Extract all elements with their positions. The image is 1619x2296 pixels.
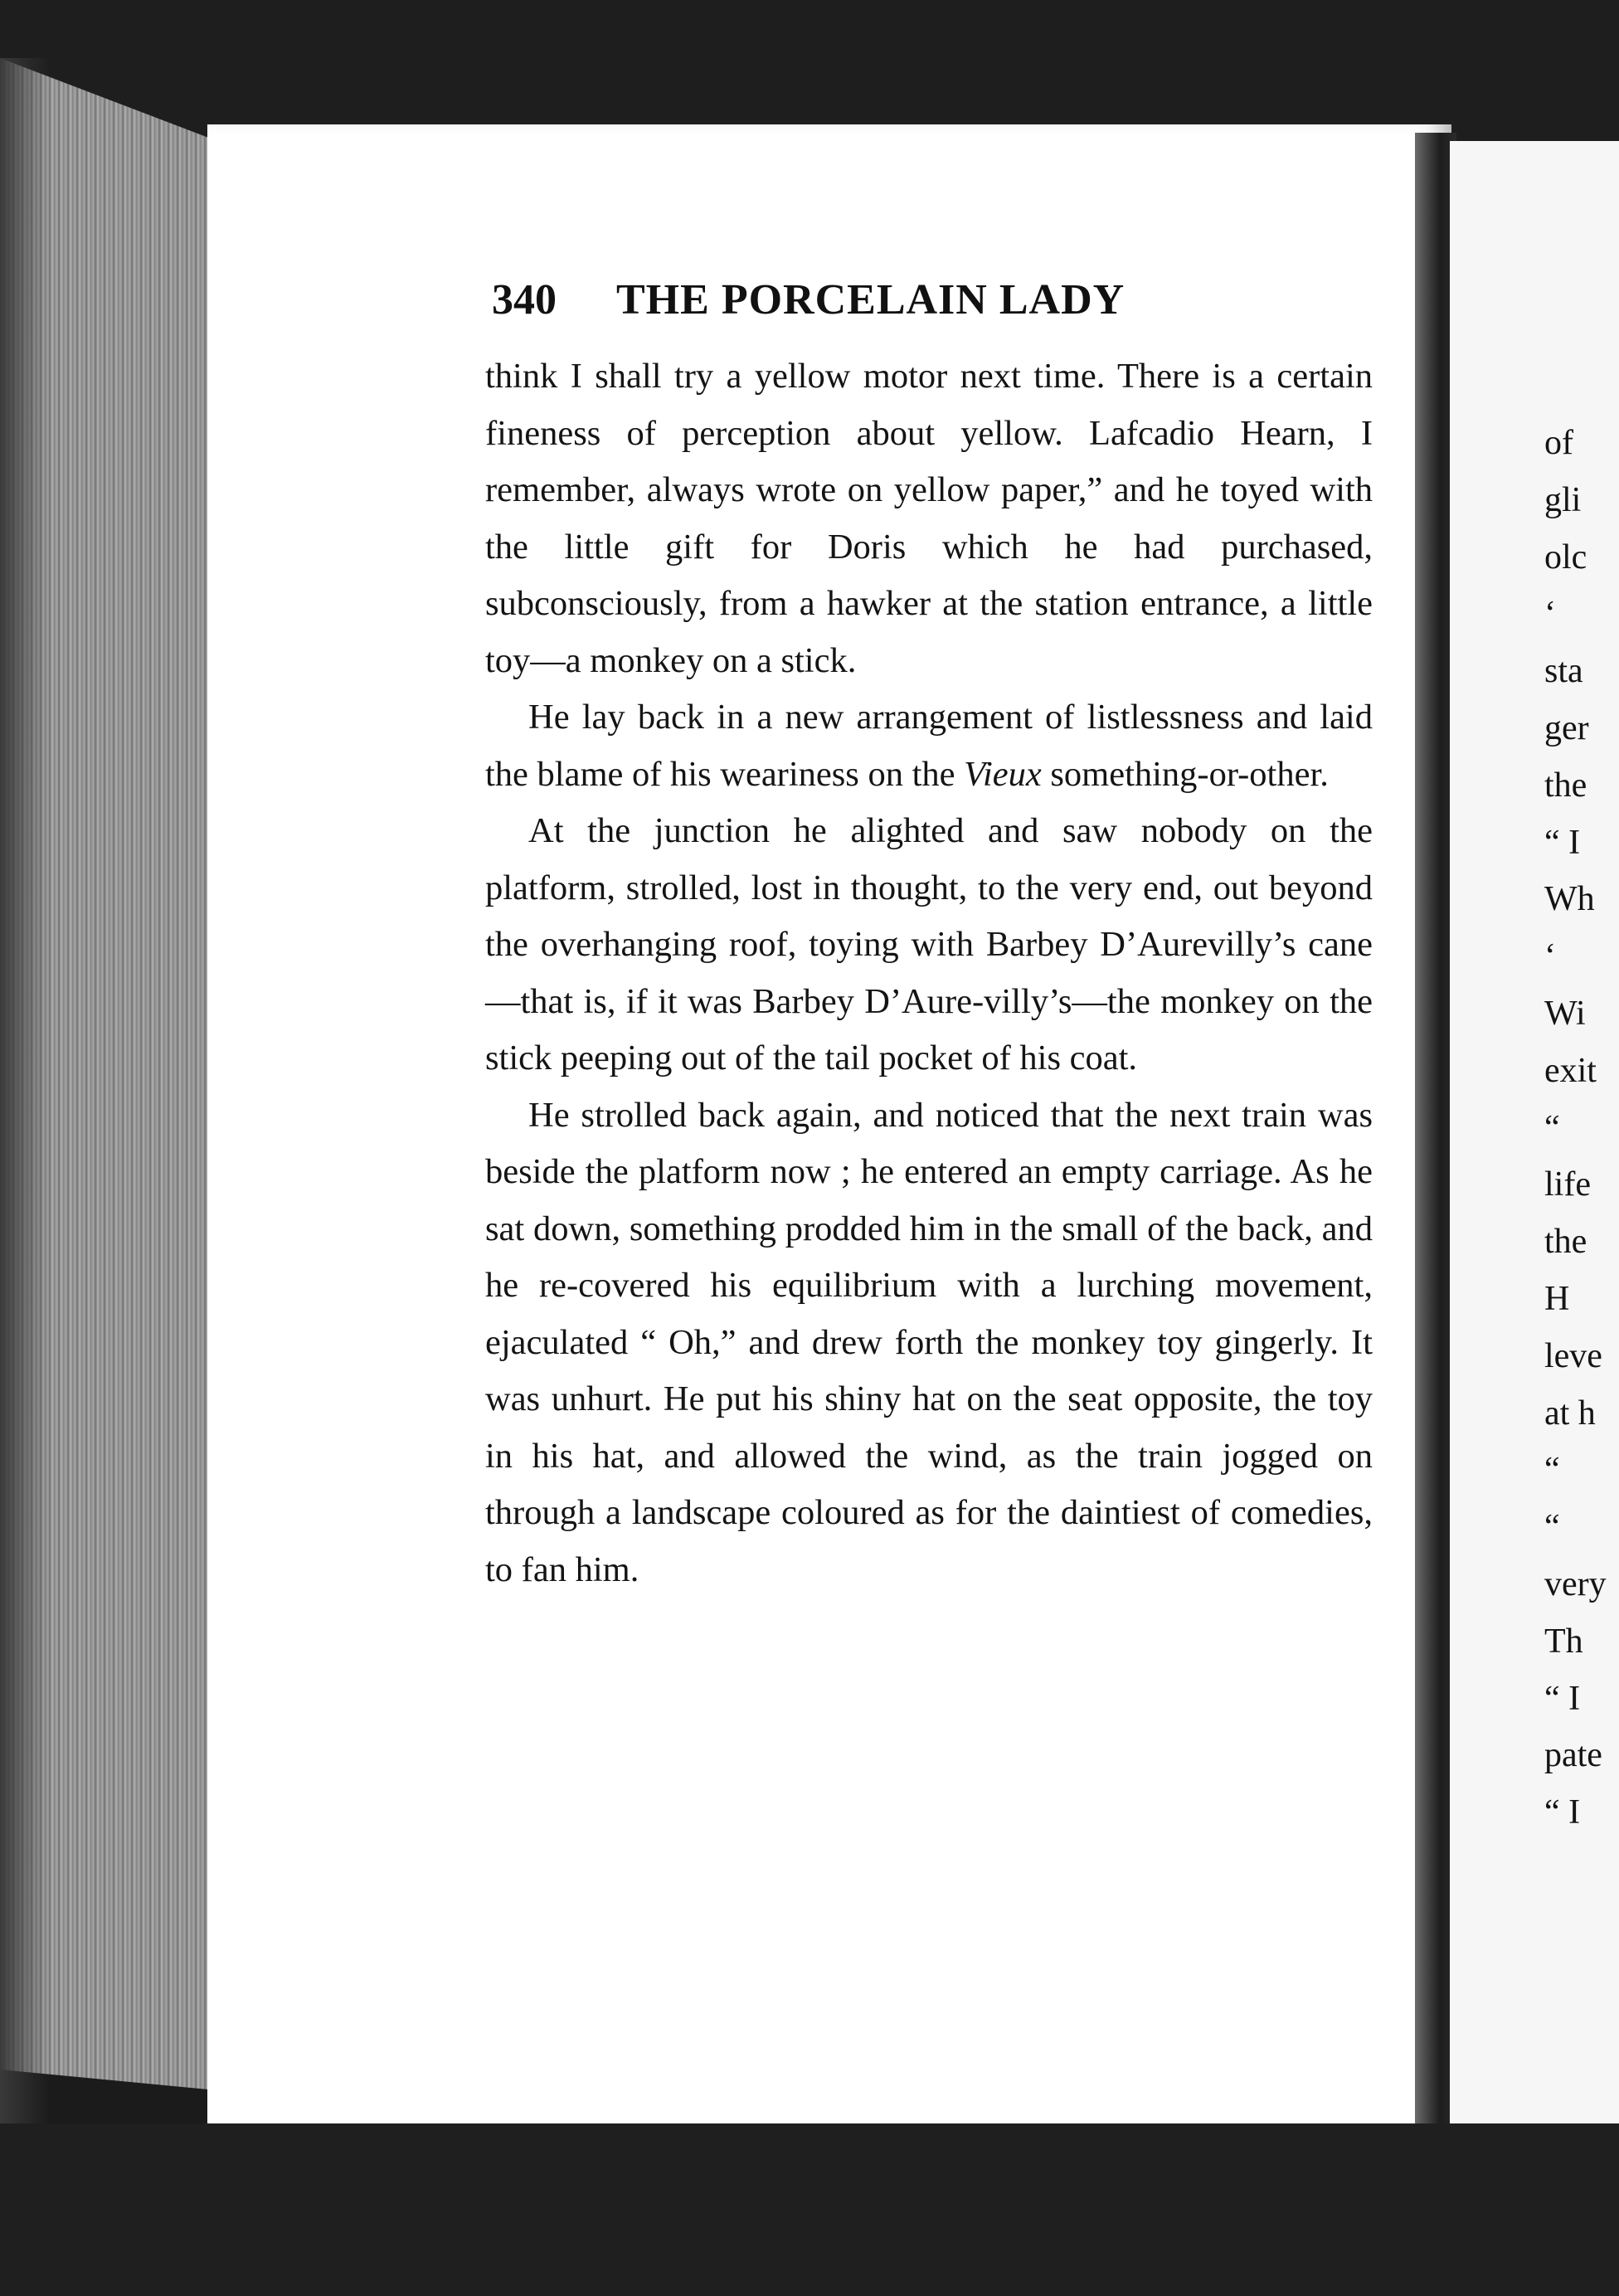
body-text	[485, 348, 1373, 1598]
paragraph	[485, 689, 1373, 803]
facing-page-line: Wi	[1544, 994, 1586, 1033]
italic-text: Vieux	[964, 754, 1042, 794]
facing-page-line: life	[1544, 1165, 1591, 1204]
facing-page-line: sta	[1544, 652, 1583, 691]
facing-page-line: olc	[1544, 538, 1587, 576]
facing-page-line: ‘	[1544, 595, 1556, 634]
running-title: THE PORCELAIN LADY	[616, 276, 1126, 323]
text-segment: At the junction he alighted and saw nobody on the platform, strolled, lost in thought, to the very end, out beyond the overhanging roof, toying with Barbey D’Aurevilly’s cane—that is, if it was Barbey D’Aure-villy’s—the monkey on the stick peeping out of the tail pocket of his coat.	[485, 811, 1373, 1077]
paragraph	[485, 348, 1373, 689]
facing-page-line: “	[1544, 1108, 1560, 1147]
facing-page-line: the	[1544, 766, 1587, 805]
facing-page-line: leve	[1544, 1336, 1602, 1375]
facing-page-text	[1544, 415, 1619, 1841]
facing-page-line: gli	[1544, 480, 1582, 519]
text-segment: something-or-other.	[1041, 754, 1329, 794]
facing-page-line: “ I	[1544, 823, 1581, 862]
facing-page-line: of	[1544, 424, 1573, 462]
facing-page-line: exit	[1544, 1051, 1597, 1090]
facing-page-line: “	[1544, 1508, 1560, 1547]
facing-page-line: Wh	[1544, 880, 1595, 919]
paragraph	[485, 803, 1373, 1087]
background-top	[0, 0, 1619, 141]
facing-page-line: pate	[1544, 1736, 1602, 1775]
paragraph	[485, 1087, 1373, 1599]
facing-page-line: “	[1544, 1451, 1560, 1490]
facing-page-line: H	[1544, 1279, 1570, 1318]
running-header	[492, 275, 1421, 324]
text-segment: He lay back in a new arrangement of listlessness and laid the blame of his weariness on the	[485, 698, 1373, 794]
page-number: 340	[492, 276, 557, 323]
facing-page-line: at h	[1544, 1394, 1596, 1433]
facing-page-line: Th	[1544, 1622, 1583, 1661]
facing-page-line: ‘	[1544, 937, 1556, 976]
fore-edge-shadow	[0, 58, 50, 2132]
facing-page-line: the	[1544, 1223, 1587, 1262]
text-segment: He strolled back again, and noticed that the next train was beside the platform now ; he entered an empty carriage. As he sat down, something prodded him in the small of the back, and he re-covered his equilibrium with a lurching movement, ejaculated “ Oh,” and drew forth the monkey toy gingerly. It was unhurt. He put his shiny hat on the seat opposite, the toy in his hat, and allowed the wind, as the train jogged on through a landscape coloured as for the daintiest of comedies, to fan him.	[485, 1095, 1373, 1589]
facing-page-line: “ I	[1544, 1679, 1581, 1718]
text-segment: think I shall try a yellow motor next time. There is a certain fineness of perception about yellow. Lafcadio Hearn, I remember, always wrote on yellow paper,” and he toyed with the little gift for Doris which he had purchased, subconsciously, from a hawker at the station entrance, a little toy—a monkey on a stick.	[485, 357, 1373, 680]
facing-page-line: very	[1544, 1564, 1607, 1603]
facing-page-line: “ I	[1544, 1793, 1581, 1832]
facing-page-line: ger	[1544, 708, 1589, 747]
background-bottom	[0, 2123, 1619, 2296]
